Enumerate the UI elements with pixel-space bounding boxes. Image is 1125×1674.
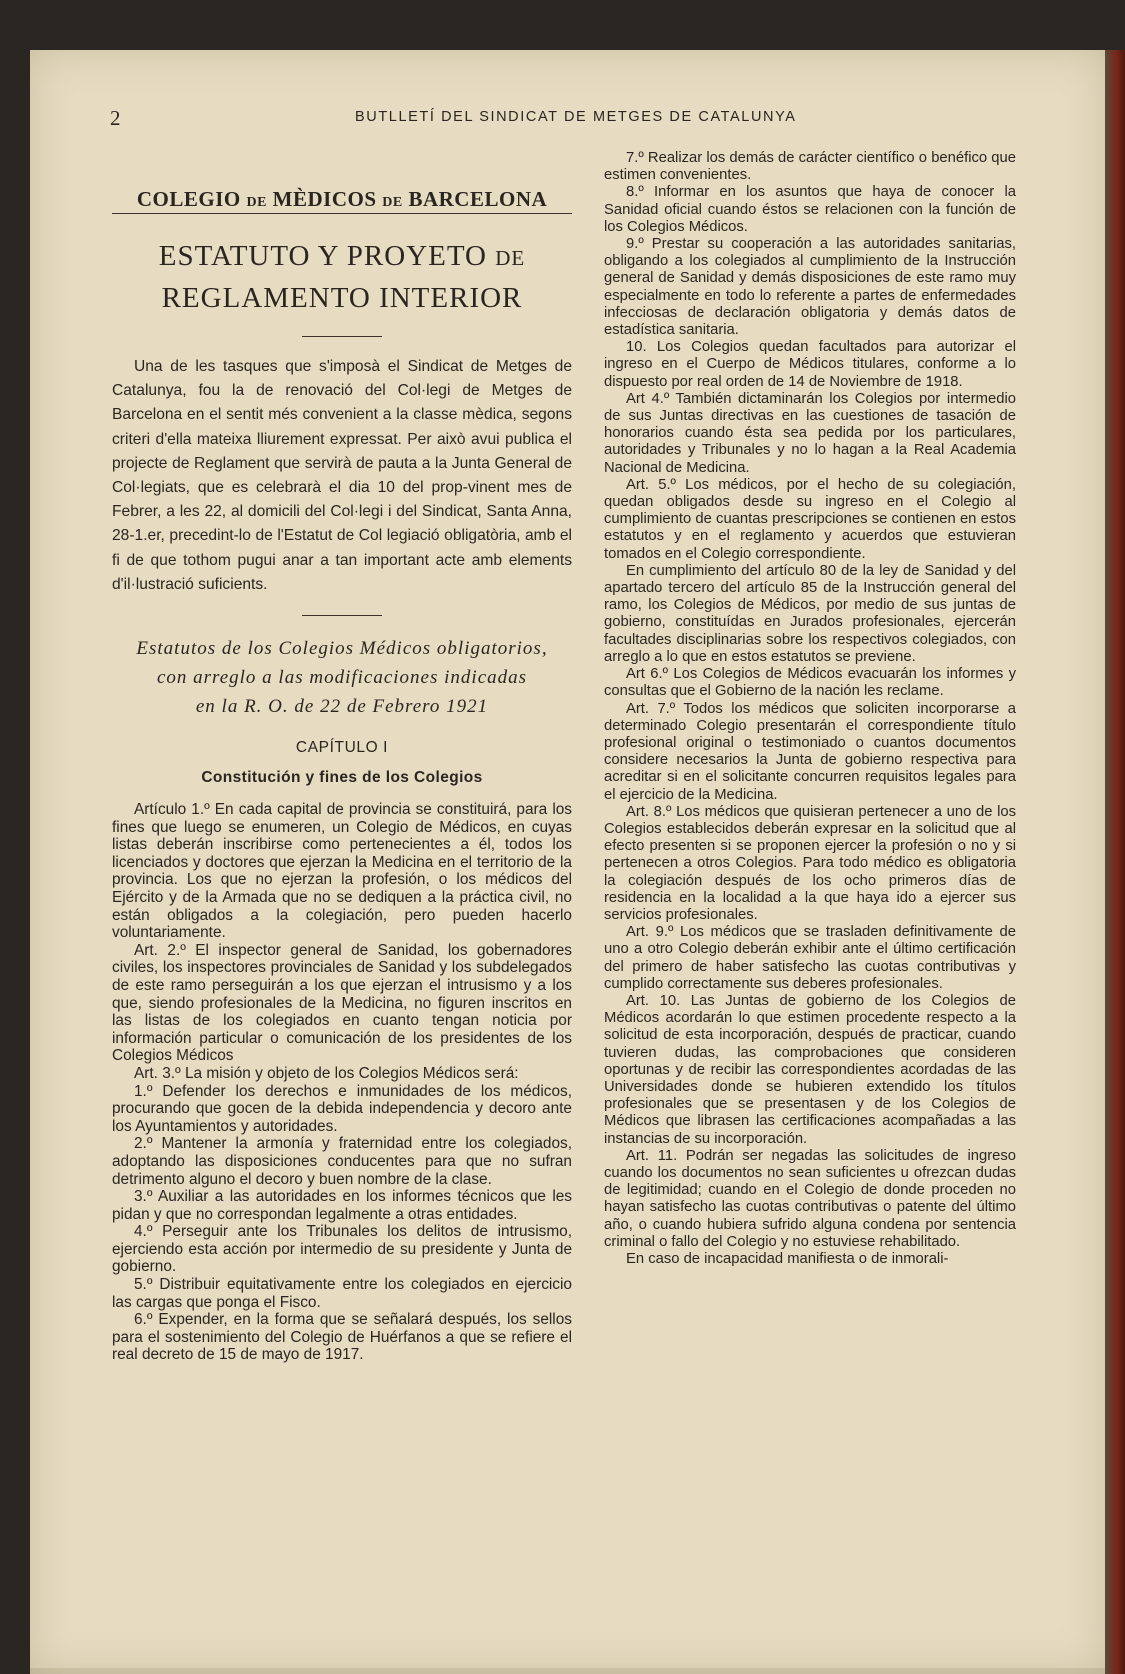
right-column (604, 150, 1016, 1268)
article-paragraph: 3.º Auxiliar a las autoridades en los informes técnicos que les pidan y que no correspondan legalmente a otras entidades. (112, 1188, 572, 1223)
page-edge (30, 1668, 1105, 1674)
book-binding (1105, 50, 1125, 1674)
article-paragraph: 10. Los Colegios quedan facultados para autorizar el ingreso en el Cuerpo de Médicos titulares, conforme a lo dispuesto por real orden de 14 de Noviembre de 1918. (604, 339, 1016, 390)
article-paragraph: Art. 11. Podrán ser negadas las solicitudes de ingreso cuando los documentos no sean suficientes u ofrezcan dudas de legitimidad; cuando en el Colegio de donde proceden no hayan satisfecho las cuotas contributivas o patente del último año, o cuando hubiera sufrido alguna condena por sentencia criminal o fallo del Colegio y no estuviese rehabilitado. (604, 1147, 1016, 1250)
article-paragraph: Art 4.º También dictaminarán los Colegios por intermedio de sus Juntas directivas en las cuestiones de tasación de honorarios cuando ésta sea pedida por los particulares, autoridades y Tribunales y no lo hagan a la Real Academia Nacional de Medicina. (604, 390, 1016, 476)
article-paragraph: 7.º Realizar los demás de carácter científico o benéfico que estimen convenientes. (604, 150, 1016, 184)
divider (302, 336, 382, 337)
article-paragraph: 9.º Prestar su cooperación a las autoridades sanitarias, obligando a los colegiados al cumplimiento de la Instrucción general de Sanidad y demás disposiciones de este ramo muy especialmente en todo lo referente a partes de enfermedades infecciosas de declaración obligatoria y demás datos de estadística sanitaria. (604, 236, 1016, 339)
article-paragraph: 6.º Expender, en la forma que se señalará después, los sellos para el sostenimiento del Colegio de Huérfanos a que se refiere el real decreto de 15 de mayo de 1917. (112, 1311, 572, 1364)
article-paragraph: 1.º Defender los derechos e inmunidades de los médicos, procurando que gocen de la debida independencia y decoro ante los Ayuntamientos y autoridades. (112, 1082, 572, 1135)
page-number: 2 (110, 106, 121, 130)
article-paragraph: En caso de incapacidad manifiesta o de inmorali- (626, 1251, 949, 1267)
article-paragraph: 5.º Distribuir equitativamente entre los colegiados en ejercicio las cargas que ponga el Fisco. (112, 1276, 572, 1311)
running-header (110, 106, 1050, 128)
article-paragraph: Art. 3.º La misión y objeto de los Colegios Médicos será: (134, 1064, 519, 1082)
article-paragraph: 4.º Perseguir ante los Tribunales los delitos de intrusismo, ejerciendo esta acción por intermedio de su presidente y Junta de gobierno. (112, 1223, 572, 1276)
article-paragraph: 2.º Mantener la armonía y fraternidad entre los colegiados, adoptando las disposiciones conducentes para que no sufran detrimento alguno el decoro y buen nombre de la clase. (112, 1135, 572, 1188)
article-paragraph: Art. 5.º Los médicos, por el hecho de su colegiación, quedan obligados desde su ingreso en el Colegio al cumplimiento de cuantas prescripciones se contienen en estos estatutos y en el reglamento y acuerdos que estuvieran tomados en el Colegio correspondiente. (604, 476, 1016, 562)
intro-paragraph: Una de les tasques que s'imposà el Sindicat de Metges de Catalunya, fou la de renovació del Col·legi de Metges de Barcelona en el sentit més convenient a la classe mèdica, segons criteri d'ella mateixa lliurement expressat. Per això avui publica el projecte de Reglament que servirà de pauta a la Junta General de Col·legiats, que es celebrarà el dia 10 del prop-vinent mes de Febrer, a les 22, al domicili del Col·legi i del Sindicat, Santa Anna, 28-1.er, precedint-lo de l'Estatut de Col legiació obligatòria, amb el fi de que tothom pugui anar a tan important acte amb elements d'il·lustració suficients. (112, 358, 572, 593)
article-paragraph: 8.º Informar en los asuntos que haya de conocer la Sanidad oficial cuando éstos se relacionen con la función de los Colegios Médicos. (604, 184, 1016, 235)
article-paragraph: En cumplimiento del artículo 80 de la ley de Sanidad y del apartado tercero del artículo 85 de la Instrucción general del ramo, los Colegios de Médicos, por medio de sus juntas de gobierno, constituídas en Jurados profesionales, ejercerán facultades disciplinarias sobre los respectivos colegiados, con arreglo a lo que en estos estatutos se previene. (604, 562, 1016, 665)
section-heading: Constitución y fines de los Colegios (201, 769, 483, 787)
journal-title: BUTLLETÍ DEL SINDICAT DE METGES DE CATALUNYA (355, 109, 797, 125)
article-paragraph: Art. 9.º Los médicos que se trasladen definitivamente de uno a otro Colegio deberán exhibir ante el último certificación del primero de haber satisfecho las cuotas contributivas y cumplido correctamente sus deberes profesionales. (604, 924, 1016, 992)
article-paragraph: Artículo 1.º En cada capital de provincia se constituirá, para los fines que luego se enumeren, un Colegio de Médicos, en cuyas listas deberán inscribirse como pertenecientes a él, todos los licenciados y doctores que ejerzan la Medicina en el territorio de la provincia. Los que no ejerzan la profesión, o los médicos del Ejército y de la Armada que no se dediquen a la práctica civil, no están obligados a la colegiación, pero pueden hacerlo voluntariamente. (112, 801, 572, 942)
divider (302, 615, 382, 616)
article-paragraph: Art. 2.º El inspector general de Sanidad, los gobernadores civiles, los inspectores provinciales de Sanidad y los subdelegados de este ramo perseguirán a los que ejerzan el intrusismo y a los que, siendo profesionales de la Medicina, no figuren inscritos en las listas de los colegiados en cuanto tengan noticia por información particular o comunicación de los presidentes de los Colegios Médicos (112, 941, 572, 1065)
statutes-heading: Estatutos de los Colegios Médicos obligatorios, con arreglo a las modificaciones indicadas en la R. O. de 22 de Febrero 1921 (136, 638, 548, 718)
college-heading: COLEGIO DE MÈDICOS DE BARCELONA (112, 187, 572, 214)
chapter-heading: CAPÍTULO I (295, 739, 389, 757)
article-paragraph: Art. 8.º Los médicos que quisieran pertenecer a uno de los Colegios establecidos deberán expresar en la solicitud que al efecto presenten si se proponen ejercer la profesión o no y si pertenecen a otros Colegios. Para todo médico es obligatoria la colegiación después de los ocho primeros días de residencia en la localidad a la que haya ido a ejercer sus servicios profesionales. (604, 803, 1016, 923)
article-paragraph: Art 6.º Los Colegios de Médicos evacuarán los informes y consultas que el Gobierno de la nación les reclame. (604, 666, 1016, 700)
left-column (112, 145, 572, 1364)
main-title: ESTATUTO Y PROYETO DE REGLAMENTO INTERIOR (158, 240, 526, 314)
article-paragraph: Art. 7.º Todos los médicos que soliciten incorporarse a determinado Colegio presentarán el correspondiente título profesional original o testimoniado o cuantos documentos considere necesarios la Junta de gobierno respectiva para acreditar si en el solicitante concurren requisitos legales para el ejercicio de la Medicina. (604, 700, 1016, 803)
article-paragraph: Art. 10. Las Juntas de gobierno de los Colegios de Médicos acordarán lo que estimen procedente respecto a la solicitud de esta incorporación, después de practicar, cuando tuvieren dudas, las comprobaciones que consideren oportunas y de recibir las correspondientes acordadas de las Universidades donde se hubieren extendido los títulos profesionales que se presentasen y de los Colegios de Médicos que librasen las certificaciones acompañadas a las instancias de su incorporación. (604, 992, 1016, 1147)
